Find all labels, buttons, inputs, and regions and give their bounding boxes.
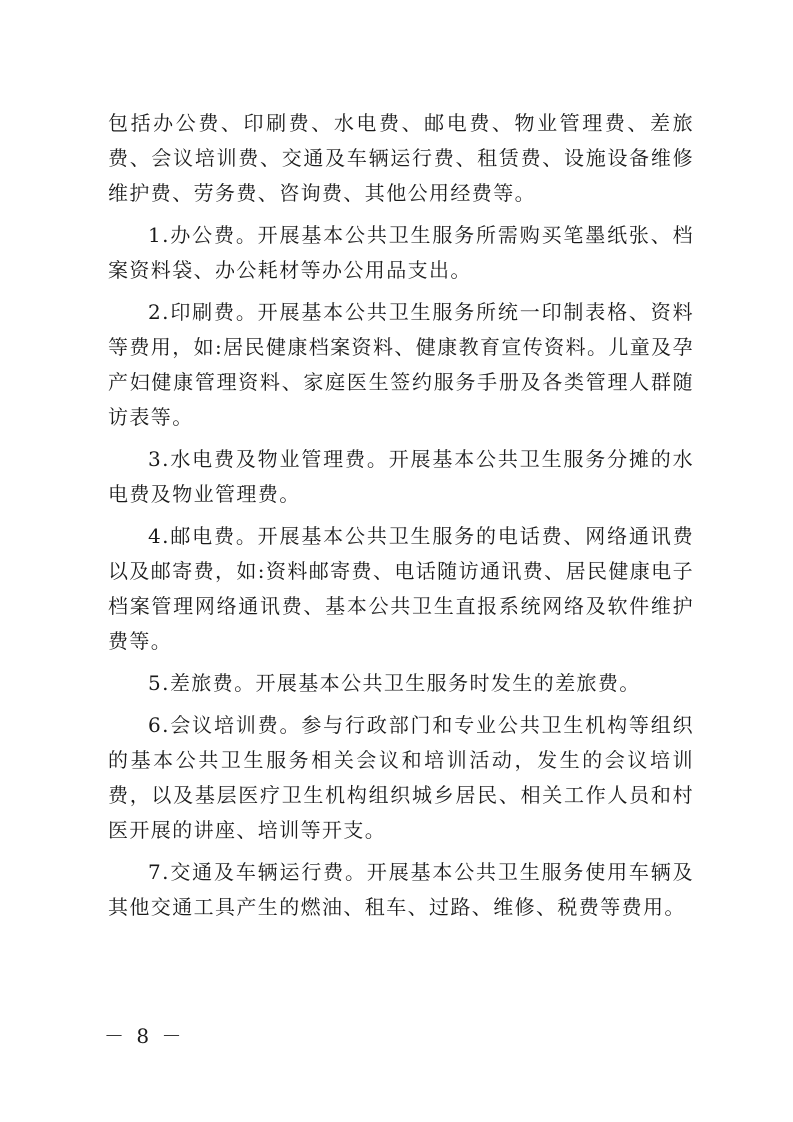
paragraph-travel-expense: 5.差旅费。开展基本公共卫生服务时发生的差旅费。 (148, 671, 641, 695)
paragraph-office-expense: 1.办公费。开展基本公共卫生服务所需购买笔墨纸张、档案资料袋、办公耗材等办公用品支出。 (108, 223, 694, 282)
paragraph-transport-vehicle-expense: 7.交通及车辆运行费。开展基本公共卫生服务使用车辆及其他交通工具产生的燃油、租车、过路、维修、税费等费用。 (108, 860, 694, 919)
page-number: － 8 － (104, 1024, 185, 1048)
paragraph-meeting-training-expense: 6.会议培训费。参与行政部门和专业公共卫生机构等组织的基本公共卫生服务相关会议和培训活动，发生的会议培训费，以及基层医疗卫生机构组织城乡居民、相关工作人员和村医开展的讲座、培训等开支。 (108, 713, 694, 842)
paragraph-expense-categories: 包括办公费、印刷费、水电费、邮电费、物业管理费、差旅费、会议培训费、交通及车辆运行费、租赁费、设施设备维修维护费、劳务费、咨询费、其他公用经费等。 (108, 111, 694, 205)
document-body (108, 106, 694, 925)
paragraph-printing-expense: 2.印刷费。开展基本公共卫生服务所统一印制表格、资料等费用，如:居民健康档案资料、健康教育宣传资料。儿童及孕产妇健康管理资料、家庭医生签约服务手册及各类管理人群随访表等。 (108, 300, 694, 429)
paragraph-utilities-expense: 3.水电费及物业管理费。开展基本公共卫生服务分摊的水电费及物业管理费。 (108, 447, 694, 506)
paragraph-post-telecom-expense: 4.邮电费。开展基本公共卫生服务的电话费、网络通讯费以及邮寄费，如:资料邮寄费、电话随访通讯费、居民健康电子档案管理网络通讯费、基本公共卫生直报系统网络及软件维护费等。 (108, 524, 694, 653)
